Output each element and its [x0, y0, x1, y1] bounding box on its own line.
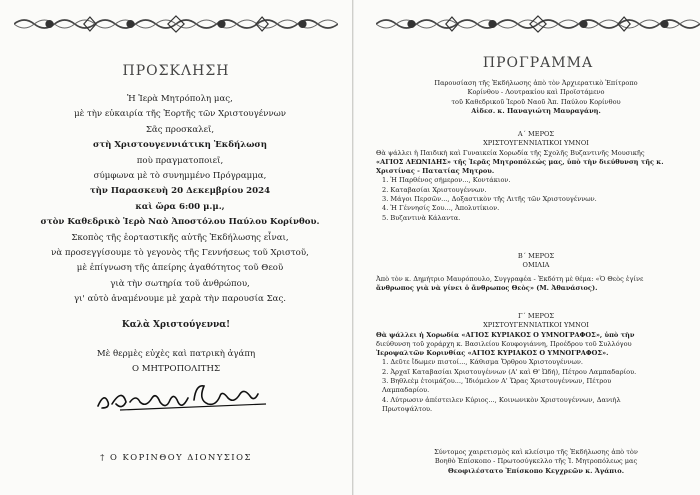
closing-line: Θεοφιλέστατο Ἐπίσκοπο Κεγχρεῶν κ. Ἀγάπιο. — [448, 466, 624, 475]
part-a-heading: Α΄ ΜΕΡΟΣ — [517, 130, 555, 138]
part-c-item: Πρωτοψάλτου. — [382, 404, 433, 413]
invitation-line: σύμφωνα μὲ τὸ συνημμένο Πρόγραμμα, — [93, 171, 267, 182]
part-c-text: Θὰ ψάλλει ἡ Χορωδία «ΑΓΙΟΣ ΚΥΡΙΑΚΟΣ Ο ΥΜΝΟΓΡΑΦΟΣ», ὑπὸ τὴν — [376, 330, 635, 339]
part-c-item: Λαμπαδαρίου. — [382, 386, 430, 395]
part-c-item: 3. Βηθλεὲμ ἑτοιμάζου..., Ἰδιόμελον Α' Ὥρας Χριστουγέννων, Πέτρου — [382, 377, 612, 386]
handwritten-signature — [90, 380, 280, 416]
part-a-item: 3. Μάγοι Περσῶν..., Δοξαστικὸν τῆς Λιτῆς τῶν Χριστουγέννων. — [382, 195, 597, 204]
program-closing — [376, 448, 696, 476]
invitation-line: Σᾶς προσκαλεῖ, — [145, 124, 215, 135]
intro-line: Αἰδεσ. κ. Παναγιώτη Μαυραγάνη. — [471, 106, 601, 115]
part-c-heading: Γ΄ ΜΕΡΟΣ — [517, 312, 555, 320]
program-title: ΠΡΟΓΡΑΜΜΑ — [482, 55, 594, 71]
holly-ornament-icon — [376, 13, 700, 35]
part-a-item: 5. Βυζαντινὰ Κάλαντα. — [382, 213, 461, 222]
part-a-item: 1. Ἡ Παρθένος σήμερον..., Κοντάκιον. — [382, 176, 511, 185]
invitation-line: γι' αὐτὸ ἀναμένουμε μὲ χαρὰ τὴν παρουσία Σας. — [73, 294, 287, 305]
part-c-subheading: ΧΡΙΣΤΟΥΓΕΝΝΙΑΤΙΚΟΙ ΥΜΝΟΙ — [483, 321, 589, 330]
invitation-line: γιὰ τὴν σωτηρία τοῦ ἀνθρώπου, — [110, 278, 250, 289]
invitation-line: μὲ ἐπίγνωση τῆς ἀπείρης ἀγαθότητος τοῦ Θεοῦ — [76, 263, 284, 274]
part-a-text: «ΑΓΙΟΣ ΛΕΩΝΙΔΗΣ» τῆς Ἱερᾶς Μητροπόλεώς μας, ὑπὸ τὴν διεύθυνση τῆς κ. — [376, 157, 664, 166]
invitation-line: νὰ προσεγγίσουμε τὸ γεγονὸς τῆς Γεννήσεως τοῦ Χριστοῦ, — [51, 248, 309, 259]
invitation-line: Ἡ Ἱερὰ Μητρόπολη μας, — [127, 94, 233, 104]
part-a-text: Χριστίνας - Πατατίας Μητρου. — [376, 167, 495, 176]
intro-line: Κορίνθου - Λουτρακίου καὶ Προϊστάμενο — [467, 88, 605, 97]
program-page — [354, 0, 700, 495]
part-c-item: 4. Λύτρωσιν ἀπέστειλεν Κύριος..., Κοινωνικὸν Χριστουγέννων, Δανιὴλ — [382, 395, 621, 404]
invitation-line: Σκοπὸς τῆς ἑορταστικῆς αὐτῆς Ἐκδήλωσης εἶναι, — [71, 232, 289, 243]
regards-block — [0, 347, 352, 377]
invitation-title: ΠΡΟΣΚΛΗΣΗ — [122, 63, 230, 79]
part-b-subheading: ΟΜΙΛΙΑ — [522, 261, 550, 270]
part-c-item: 1. Δεῦτε ἴδωμεν πιστοί..., Κάθισμα Ὄρθρου Χριστουγέννων. — [382, 358, 583, 367]
invitation-line-date: τὴν Παρασκευὴ 20 Δεκεμβρίου 2024 — [89, 186, 271, 197]
invitation-line-event: στὴ Χριστουγεννιάτικη Ἐκδήλωση — [92, 140, 268, 151]
invitation-body — [18, 92, 342, 308]
christmas-greeting: Καλὰ Χριστούγεννα! — [121, 320, 231, 330]
decorative-border-top — [14, 13, 338, 35]
part-b-text: ἄνθρωπος γιὰ νὰ γίνει ὁ ἄνθρωπος Θεὸς» (Μ. Ἀθανάσιος). — [376, 283, 598, 292]
holly-ornament-icon — [14, 13, 338, 35]
intro-line: Παρουσίαση τῆς Ἐκδήλωσης ἀπὸ τὸν Ἀρχιερατικὸ Ἐπίτροπο — [434, 79, 638, 87]
decorative-border-top — [376, 13, 700, 35]
part-b-heading: Β΄ ΜΕΡΟΣ — [517, 252, 555, 260]
signature-name: † Ο ΚΟΡΙΝΘΟΥ ΔΙΟΝΥΣΙΟΣ — [100, 452, 252, 462]
part-a-text: Θὰ ψάλλει ἡ Παιδικὴ καὶ Γυναικεία Χορωδία τῆς Σχολῆς Βυζαντινῆς Μουσικῆς — [376, 148, 645, 157]
closing-line: Σύντομος χαιρετισμὸς καὶ κλείσιμο τῆς Ἐκδήλωσης ἀπὸ τὸν — [434, 448, 638, 456]
part-c-item: 2. Ἀρχαῖ Καταβασίαι Χριστουγέννων (Α' καὶ Θ' Ὠδή), Πέτρου Λαμπαδαρίου. — [382, 367, 637, 376]
invitation-line-time: καὶ ὥρα 6:00 μ.μ., — [135, 201, 225, 212]
part-a — [376, 130, 696, 223]
invitation-line: μὲ τὴν εὐκαιρία τῆς Ἑορτῆς τῶν Χριστουγέννων — [74, 109, 286, 120]
metropolitan-title: Ο ΜΗΤΡΟΠΟΛΙΤΗΣ — [131, 364, 221, 374]
part-a-item: 4. Ἡ Γέννησίς Σου..., Ἀπολυτίκιον. — [382, 204, 500, 213]
invitation-line-venue: στὸν Καθεδρικὸ Ἱερὸ Ναὸ Ἀποστόλου Παύλου Κορίνθου. — [40, 217, 320, 228]
part-c-text: διεύθυνση τοῦ χοράρχη κ. Βασιλείου Κουφογιάννη, Προέδρου τοῦ Συλλόγου — [376, 339, 632, 348]
part-c-text: Ἱεροψαλτῶν Κορινθίας «ΑΓΙΟΣ ΚΥΡΙΑΚΟΣ Ο ΥΜΝΟΓΡΑΦΟΣ». — [376, 349, 609, 358]
invitation-line: ποὺ πραγματοποιεῖ, — [136, 155, 224, 166]
part-c — [376, 312, 696, 414]
part-b-text: Ἀπὸ τὸν κ. Δημήτριο Μαυρόπουλο, Συγγραφέα - Ἐκδότη μὲ θέμα: «Ὁ Θεὸς ἐγίνε — [376, 274, 644, 283]
program-intro — [376, 79, 696, 116]
intro-line: τοῦ Καθεδρικοῦ Ἱεροῦ Ναοῦ Ἀπ. Παύλου Κορίνθου — [451, 97, 621, 106]
part-b — [376, 252, 696, 293]
part-a-item: 2. Καταβασίαι Χριστουγέννων. — [382, 185, 487, 194]
part-a-subheading: ΧΡΙΣΤΟΥΓΕΝΝΙΑΤΙΚΟΙ ΥΜΝΟΙ — [483, 139, 589, 148]
closing-line: Βοηθὸ Ἐπίσκοπο - Πρωτοσύγκελλο τῆς Ἱ. Μητροπόλεως μας — [434, 457, 638, 466]
regards-line: Μὲ θερμὲς εὐχὲς καὶ πατρικὴ ἀγάπη — [96, 349, 256, 359]
